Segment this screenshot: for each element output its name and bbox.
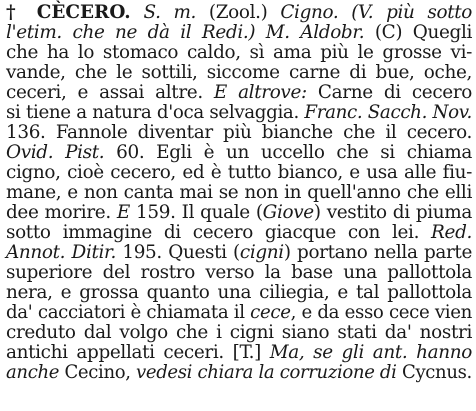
text-run: Annot. Ditir.	[6, 242, 116, 263]
text-run: cigno, cioè cecero, ed è tutto bianco, e usa alle fiu-	[6, 162, 472, 183]
text-run: 159. Il quale (	[129, 202, 263, 223]
text-run: superiore del rostro verso la base una pallottola	[6, 262, 472, 283]
text-run: Cigno. (V. più sotto	[280, 2, 473, 23]
text-run: che ha lo stomaco caldo, sì ama più le grosse vi-	[6, 42, 472, 63]
text-run: cece	[250, 302, 291, 323]
entry-line	[6, 63, 472, 83]
entry-line	[6, 203, 472, 223]
entry-line	[6, 363, 472, 383]
text-run: l'etim. che ne dà il Redi.)	[6, 22, 256, 43]
text-run	[131, 2, 144, 23]
entry-line	[6, 163, 472, 183]
entry-line	[6, 83, 472, 103]
text-run: 60. Egli è un uccello che si chiama	[104, 142, 472, 163]
text-run: Ma, se gli ant. hanno	[269, 342, 472, 363]
text-run: (C) Quegli	[364, 22, 473, 43]
entry-line	[6, 43, 472, 63]
entry-line	[6, 103, 472, 123]
text-run: vedesi chiara la corruzione di	[136, 362, 397, 383]
entry-line	[6, 183, 472, 203]
text-run: Ovid. Pist.	[6, 142, 105, 163]
entry-line	[6, 143, 472, 163]
text-run: ) portano nella parte	[283, 242, 472, 263]
text-run: mane, e non canta mai se non in quell'anno che elli	[6, 182, 472, 203]
text-run	[255, 22, 266, 43]
text-run: Cecino,	[59, 362, 137, 383]
text-run: ceceri, e assai altre.	[6, 82, 214, 103]
text-run: E altrove:	[213, 82, 307, 103]
entry-line	[6, 263, 472, 283]
entry-line	[6, 123, 472, 143]
text-run: 195. Questi (	[115, 242, 240, 263]
entry-line	[6, 283, 472, 303]
text-run: M. Aldobr.	[265, 22, 365, 43]
entry-line	[6, 223, 472, 243]
text-run: Carne di cecero	[306, 82, 472, 103]
text-run: anche	[6, 362, 60, 383]
entry-line	[6, 243, 472, 263]
text-run: vande, che le sottili, siccome carne di bue, oche,	[6, 62, 472, 83]
text-run: creduto dal volgo che i cigni siano stati da' nostri	[6, 322, 472, 343]
text-run: Giove	[262, 202, 314, 223]
text-run: E	[116, 202, 130, 223]
text-run: (Zool.)	[196, 2, 281, 23]
entry-line	[6, 3, 472, 23]
text-run: Franc. Sacch. Nov.	[304, 102, 473, 123]
text-run: S. m.	[143, 2, 197, 23]
text-run: , e da esso cece vien	[290, 302, 473, 323]
text-run: Red.	[431, 222, 472, 243]
dictionary-entry	[6, 3, 472, 383]
text-run: ) vestito di piuma	[313, 202, 472, 223]
text-run: 136. Fannole diventar più bianche che il cecero.	[6, 122, 472, 143]
text-run: dee morire.	[6, 202, 117, 223]
text-run: Cycnus.	[396, 362, 472, 383]
entry-line	[6, 343, 472, 363]
text-run: si tiene a natura d'oca selvaggia.	[6, 102, 305, 123]
entry-line	[6, 303, 472, 323]
headword: † CÈCERO.	[6, 2, 131, 23]
text-run: nera, e grossa quanto una ciliegia, e tal pallottola	[6, 282, 472, 303]
entry-line	[6, 323, 472, 343]
text-run: sotto immagine di cecero giacque con lei.	[6, 222, 432, 243]
text-run: da' cacciatori è chiamata il	[6, 302, 251, 323]
entry-line	[6, 23, 472, 43]
text-run: cigni	[239, 242, 284, 263]
text-run: antichi appellati ceceri. [T.]	[6, 342, 270, 363]
